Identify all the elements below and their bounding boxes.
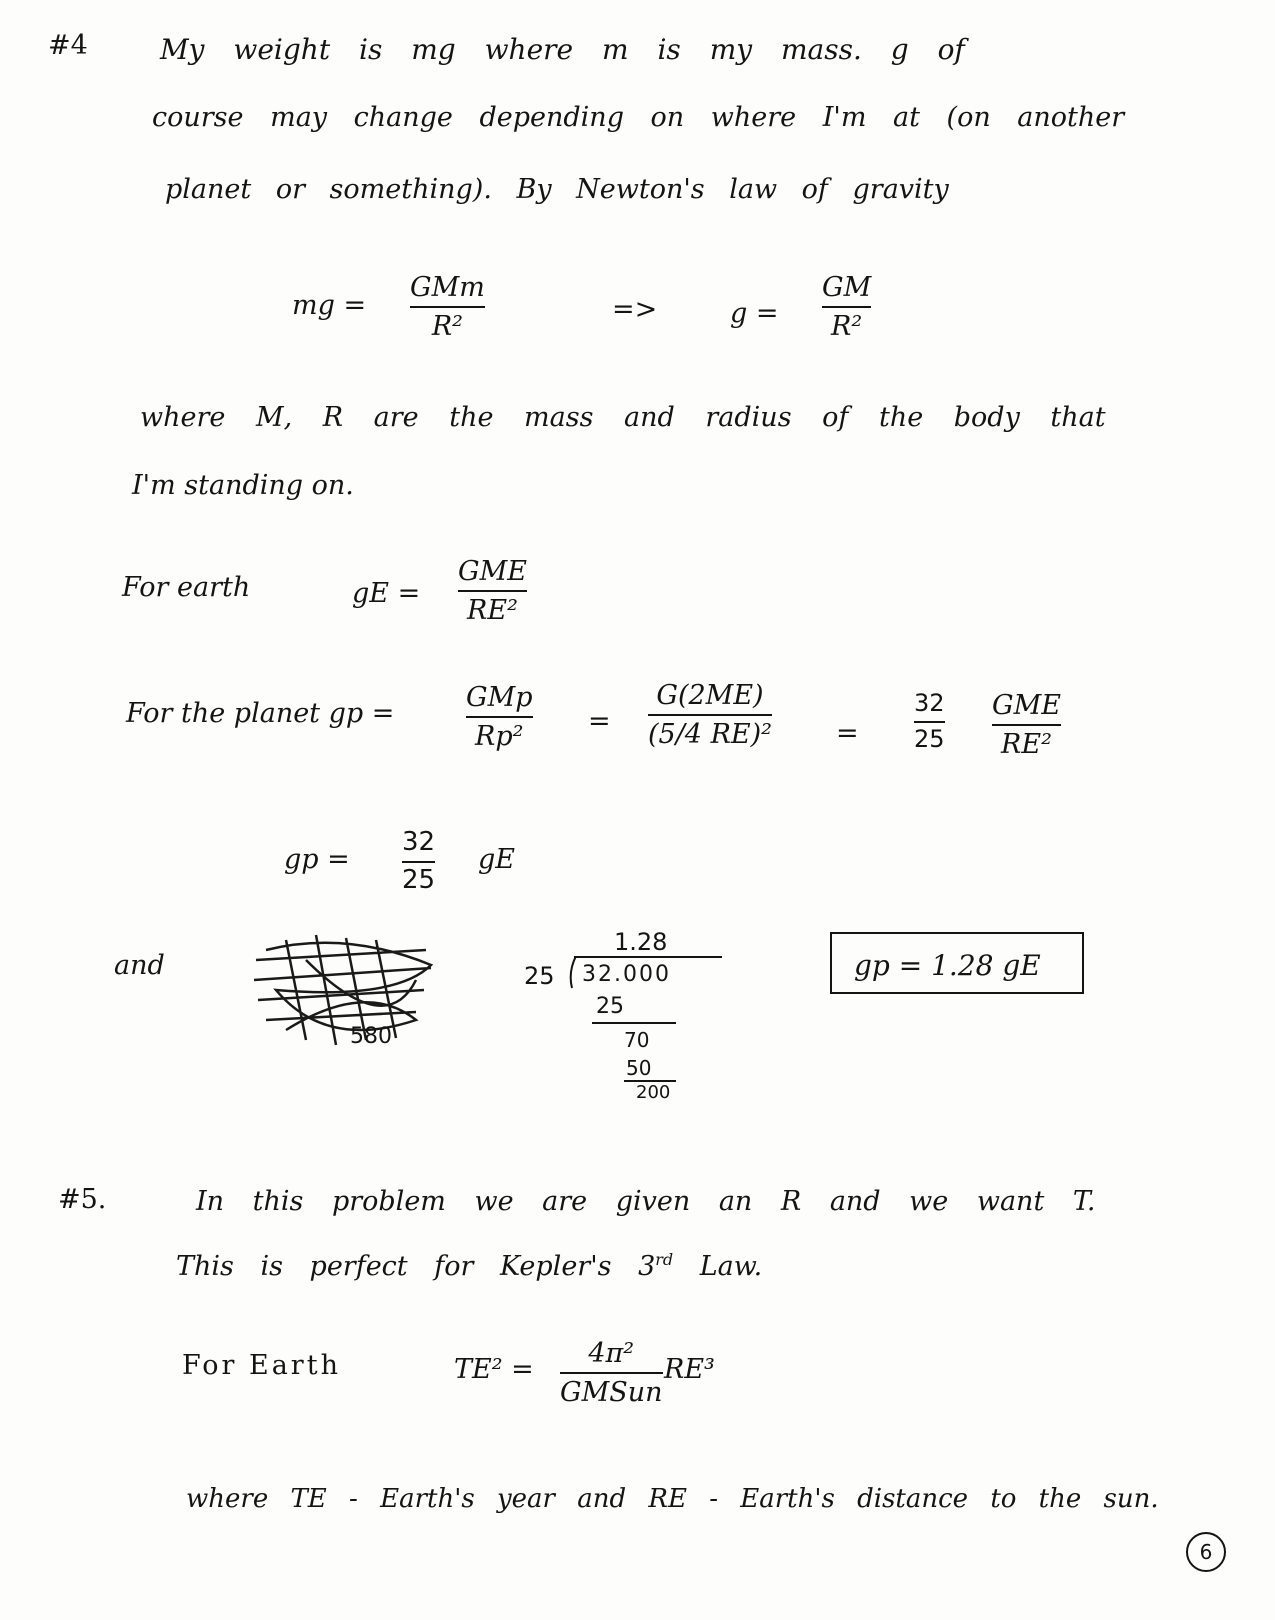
kepler-denominator: GMSun [560,1377,663,1409]
problem-4-number: #4 [48,30,88,61]
earth-fraction [458,556,527,626]
page-number-circle [1186,1532,1226,1572]
eq1-lhs: mg = [292,290,367,321]
planet-fraction-2 [648,680,772,750]
problem-4-line-1: My weight is mg where m is my mass. g of [160,33,965,66]
gp-lhs: gp = [284,844,350,875]
division-bracket [566,956,580,990]
planet-coef-fraction [914,690,945,753]
division-dividend: 32.000 [582,962,671,987]
gp-coef-fraction [402,828,435,896]
planet-equals-2: = [836,718,859,749]
scratch-number: 580 [350,1024,392,1049]
kepler-numerator: 4π² [588,1338,635,1369]
division-step-3: 50 [626,1056,652,1080]
problem-4-line-3: planet or something). By Newton's law of gravity [165,174,949,205]
gp-coef-denominator: 25 [402,864,436,895]
planet-fraction-1 [466,682,533,752]
problem-4-line-4: where M, R are the mass and radius of the body that [140,402,1106,433]
kepler-fraction-bar [560,1372,663,1374]
problem-4-line-5: I'm standing on. [132,470,354,501]
division-top-line [574,956,722,958]
problem-5-line-2-sup: rd [655,1250,674,1269]
planet-numerator-3: GME [992,690,1061,721]
problem-5-line-2 [176,1252,762,1280]
eq2-fraction-bar [822,306,871,308]
division-step-4: 200 [636,1082,671,1103]
planet-denominator-1: Rp² [475,721,524,753]
planet-fraction-bar-3 [992,724,1061,726]
eq2-lhs: g = [730,298,779,329]
division-step-1-line [592,1022,676,1024]
planet-fraction-3 [992,690,1061,760]
planet-coef-numerator: 32 [914,689,945,717]
problem-5-line-2-start: This is perfect for Kepler's 3 [176,1251,656,1282]
problem-5-earth-label: For Earth [182,1350,341,1381]
kepler-rhs: RE³ [664,1354,715,1385]
eq2-denominator: R² [831,311,863,343]
kepler-lhs: TE² = [454,1354,534,1385]
scratch-out-scribble [246,920,442,1056]
eq2-numerator: GM [822,272,872,303]
problem-5-line-1: In this problem we are given an R and we want T. [196,1186,1096,1217]
and-label: and [114,950,165,981]
answer-text: gp = 1.28 gE [854,949,1041,982]
planet-equals-1: = [588,706,611,737]
planet-numerator-2: G(2ME) [656,680,764,711]
problem-5-line-2-end: Law. [673,1251,763,1282]
division-quotient: 1.28 [614,928,668,956]
gp-coef-numerator: 32 [402,827,436,857]
planet-label: For the planet gp = [126,698,395,729]
planet-coef-bar [914,721,945,723]
problem-5-number: #5. [58,1184,107,1215]
division-step-2: 70 [624,1028,650,1052]
eq1-fraction [410,272,485,342]
page-number: 6 [1199,1540,1213,1564]
earth-denominator: RE² [467,595,518,627]
earth-fraction-bar [458,590,527,592]
gp-coef-bar [402,861,435,863]
division-divisor: 25 [524,962,555,990]
eq1-fraction-bar [410,306,485,308]
eq1-denominator: R² [431,311,463,343]
problem-5-where-line: where TE - Earth's year and RE - Earth's distance to the sun. [186,1484,1159,1514]
planet-coef-denominator: 25 [914,724,945,753]
kepler-fraction [560,1338,663,1408]
earth-lhs: gE = [352,578,421,609]
planet-denominator-2: (5/4 RE)² [648,719,772,751]
eq2-fraction [822,272,871,342]
planet-denominator-3: RE² [1001,729,1052,761]
implies-arrow: => [612,294,658,325]
earth-numerator: GME [458,556,527,587]
planet-fraction-bar-2 [648,714,772,716]
problem-4-line-2: course may change depending on where I'm at (on another [152,102,1125,133]
planet-fraction-bar-1 [466,716,533,718]
division-step-1: 25 [596,994,624,1019]
eq1-numerator: GMm [410,272,485,303]
planet-numerator-1: GMp [466,682,533,713]
gp-rhs: gE [478,844,515,875]
earth-label: For earth [122,572,251,603]
